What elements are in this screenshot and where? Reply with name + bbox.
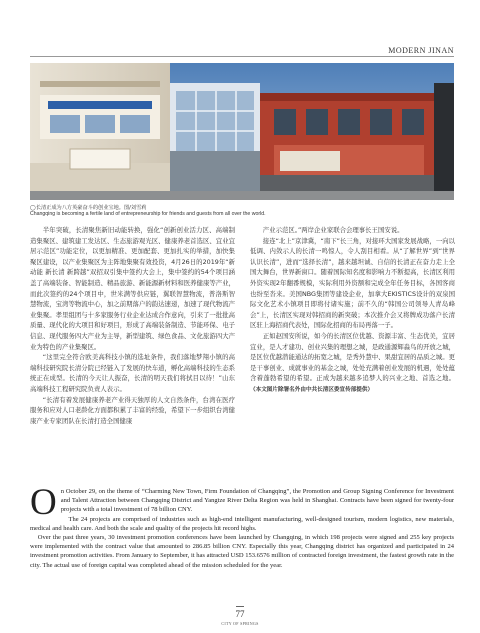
english-paragraph: The 24 projects are comprised of industries such as high-end intelligent manufacturing, well-designed tourism, modern logistics, new materials, medical and health care. And both the scale and quality of the projects hit record highs.: [30, 515, 454, 532]
article-column-left: [30, 225, 235, 426]
header-rule: [30, 56, 454, 57]
english-summary: [30, 482, 454, 570]
photo-source-note: （本文图片除署名外由中共长清区委宣传部提供）: [250, 386, 374, 393]
paragraph: 接连“北上”京津冀，“南下”长三角，对接环大国家发展战略，一向以低调、内敛示人的长清一鸣惊人，令人刮目相看。从“了解世界”到“世界认识长清”，进而“选择长清”，越来越坦诚、自信的长清正在奋力走上全国大舞台，世界新窗口。随着国际知名度和影响力不断提高，长清区利用外资实现2年翻番规模，实际利用外资额和完成全年任务目标，各国客商也纷至沓来。美国NBG集团等建设企业，加拿大EKISTICS设计的双泉国际文化艺术小镇项目即将付诸实施；前不久的“韩国公司领导人青岛峰会”上，长清区实现对韩招商的新突破；本次推介会又将牌成功落户长清区驻上海招商代表处，国际化招商的布局再落一子。: [250, 236, 455, 330]
magazine-name: CITY OF SPRINGS: [221, 621, 259, 626]
paragraph-text: 正如赵国安所说，如今的长清区位优越、资源丰富、生态优美，宜居宜业，是人才建功、创业兴集的理想之城，是政通源辉淼鸟的开放之城，是区位优越潜能通达的拓宽之城，是秀外慧中、果甜宜居的品质之城。更是干事创业、成就事业的基金之城，处处充满着创业发展的机遇，处处蕴含着蓬勃希望的希望。正成为越来越多追梦人的兴业之地、首选之地。: [250, 331, 455, 383]
english-paragraph-text: n October 29, on the theme of “Charming New Town, Firm Foundation of Changqing”, the Promotion and Group Signing Conference for Investment and Talent Attraction between Changqing District and Yangtze River Delta Region was held in Shanghai. Contracts have been signed for twenty-four projects with a total investment of 78 billion CNY.: [60, 488, 454, 514]
magazine-brand: MODERN JINAN: [388, 46, 454, 55]
article-column-right: [250, 225, 455, 396]
paragraph: 产业示范区。”两岸企业家联合会理事长王国安说。: [262, 226, 404, 234]
paragraph: 半年突破，长清聚焦新旧动能转换，强化“创新创业活力区、高端制造集聚区、建筑建工发达区、生态旅游观光区、健康养老首选区、宜业宜居示范区”功能定位，以更加精准、更加配套、更加扎实的举措，加快集聚区建设，以产业集聚区为主阵地集聚有效投资，4月26日的2019年“新动能 新长清 新跨越”双招双引集中签约大会上，集中签约的54个项目涵盖了高端装备、智能制造、精品旅游、新能源新材料和医养健康等产业，而此次签约的24个项目中，世米满等供应链，翼联智慧物流，普洛斯智慧物流，宝湾等物流中心，加之前期落户的韵达速递，加速了现代物流产业集聚。孝里组团与十多家服务行业企业达成合作意向，引来了一批批高质量、现代化的大项目和好项目，形成了高端装备制造、节能环保、电子信息、现代服务四大产业为主导，新型建筑、绿色食品、文化旅游四大产业为特色的产业集聚区。: [30, 226, 235, 351]
drop-cap: O: [30, 482, 57, 523]
english-paragraph: [30, 482, 454, 523]
photo-caption-english: Changqing is becoming a fertile land of entrepreneurship for friends and guests from all over the world.: [30, 211, 266, 217]
page-header: [0, 0, 480, 62]
footer-rule: [236, 606, 244, 607]
english-paragraph: Over the past three years, 30 investment promotion conferences have been launched by Changqing, in which 198 projects were signed and 255 key projects were implemented with the contract value that amounted to 286.85 billion CNY. Especially this year, Changqing district has organized and participated in 24 investment promotion activities. From January to September, it has attracted USD 153.6576 million of contracted foreign investment, the fastest growth rate in the city. The actual use of foreign capital was completed ahead of the mission scheduled for the year.: [30, 534, 454, 569]
building-photo-illustration: [30, 63, 454, 200]
photo-caption-chinese: ◯长清正成为八方英豪奋斗的创业宝地。图/刘雪莉: [30, 205, 147, 211]
page-number: 77: [235, 609, 245, 619]
article-photo: [30, 63, 454, 200]
paragraph: “长清有着发展健康养老产业得天独厚的人文自然条件，台湾在医疗服务和应对人口老龄化方面都积累了丰富的经验，希望下一步组织台湾健康产业专家团队在长清打造全国健康: [30, 395, 235, 425]
paragraph: “这里完全符合欧美高科技小镇的选址条件，我们落地梦翔小镇的高端科技研究院长清分院已经链入了发展的快车道，孵化高端科技的生态系统正在成型。长清的今天让人振奋，长清的明天我们将拭目以待！”山东高端科技工程研究院负责人表示。: [30, 353, 235, 393]
paragraph: [250, 331, 455, 396]
